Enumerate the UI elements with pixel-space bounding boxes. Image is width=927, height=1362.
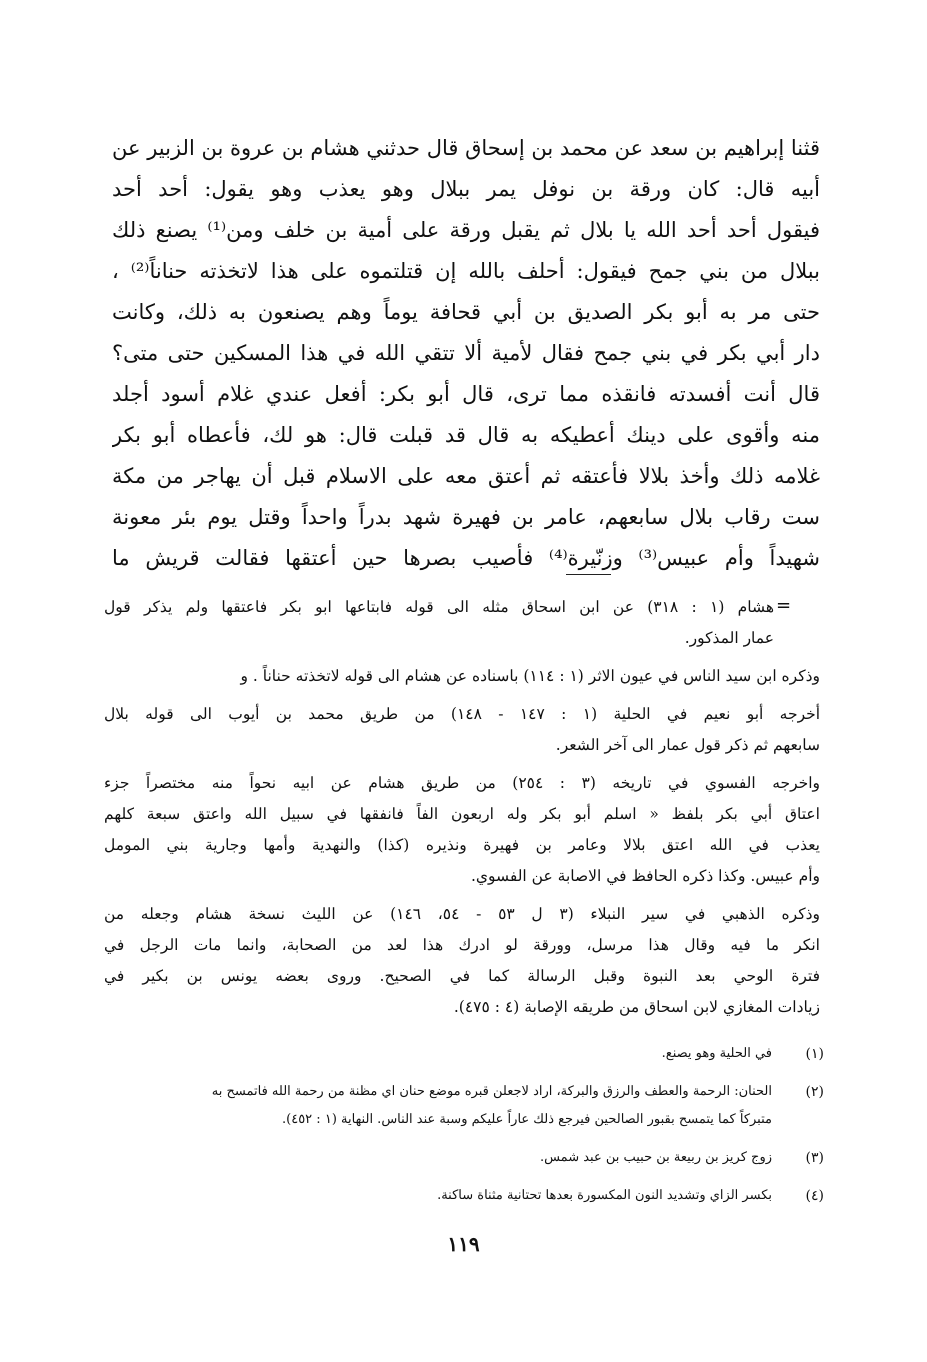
main-text-line: حتى مر به أبو بكر الصديق بن أبي قحافة يوماً وهم يصنعون به ذلك، وكانت [112, 300, 820, 324]
commentary-line: اعتاق أبي بكر بلفظ « اسلم أبو بكر وله اربعون الفاً فانفقها في سبيل الله واعتق سبعة كلهم [104, 805, 820, 823]
page-number: ١١٩ [447, 1232, 480, 1256]
footnote-number: (٤) [805, 1188, 824, 1204]
main-text-line: أبيه قال: كان ورقة بن نوفل يمر ببلال وهو يعذب وهو يقول: أحد أحد [112, 177, 820, 201]
footnote-line: متبركاً كما يتمسح بقبور الصالحين فيرجع ذلك عاراً عليكم وسبة عند الناس. النهاية (١ : ٤٥٢). [282, 1112, 772, 1127]
commentary-line: هشام (١ : ٣١٨) عن ابن اسحاق مثله الى قوله فابتاعها ابو بكر فاعتقها ولم يذكر قول [104, 598, 774, 616]
commentary-paragraph [104, 699, 820, 761]
footnote-number: (٢) [805, 1084, 824, 1100]
main-text-line: ببلال من بني جمح فيقول: أحلف بالله إن قتلتموه على هذا لاتخذته حناناً⁽²⁾ ، [112, 259, 820, 283]
footnote-divider [566, 574, 611, 575]
footnote-number: (١) [805, 1046, 824, 1062]
commentary-line: سابعهم ثم ذكر قول عمار الى آخر الشعر. [555, 736, 820, 754]
footnote-text [104, 1040, 772, 1068]
footnote-text [104, 1182, 772, 1210]
commentary-line: وذكره ابن سيد الناس في عيون الاثر (١ : ١١٤) باسناده عن هشام الى قوله لاتخذته حناناً . و [240, 667, 820, 685]
main-text-line: غلامه ذلك وأخذ بلالا فأعتقه ثم أعتق معه على الاسلام قبل أن يهاجر من مكة [112, 464, 820, 488]
footnote-number: (٣) [805, 1150, 824, 1166]
commentary-paragraph [104, 661, 820, 692]
commentary-section [104, 592, 820, 1030]
continuation-mark: = [776, 595, 792, 616]
footnote-line: في الحلية وهو يصنع. [661, 1046, 772, 1061]
footnote [104, 1040, 824, 1068]
commentary-line: واخرجه الفسوي في تاريخه (٣ : ٢٥٤) من طريق هشام عن ابيه نحواً منه مختصراً جزء [104, 774, 820, 792]
main-text-line: ست رقاب بلال سابعهم، عامر بن فهيرة شهد بدراً واحداً وقتل يوم بئر معونة [112, 505, 820, 529]
footnote-line: زوج كريز بن ربيعة بن حبيب بن عبد شمس. [539, 1150, 772, 1165]
footnote-line: الحنان: الرحمة والعطف والرزق والبركة، اراد لاجعلن قبره موضع حنان اي مظنة من رحمة الله فاتمسح به [211, 1084, 772, 1099]
commentary-line: زيادات المغازي لابن اسحاق من طريقه الإصابة (٤ : ٤٧٥). [453, 998, 820, 1016]
main-text-line: دار أبي بكر في بني جمح فقال لأمية ألا تتقي الله في هذا المسكين حتى متى؟ [112, 341, 820, 365]
commentary-paragraph [104, 592, 820, 654]
footnote-text [104, 1144, 772, 1172]
main-text-line: قال أنت أفسدته فانقذه مما ترى، قال أبو بكر: أفعل عندي غلام أسود أجلد [112, 382, 820, 406]
footnote [104, 1144, 824, 1172]
main-body-text [112, 128, 820, 579]
footnote-text [104, 1078, 772, 1134]
footnote-line: بكسر الزاي وتشديد النون المكسورة بعدها تحتانية مثناة ساكنة. [437, 1188, 772, 1203]
commentary-line: انكر ما فيه وقال هذا مرسل، وورقة لو ادرك هذا لعد من الصحابة، وانما مات الرجل في [104, 936, 820, 954]
commentary-line: وذكره الذهبي في سير النبلاء (٣ ل ٥٣ - ٥٤، ١٤٦) عن الليث نسخة هشام وجعله من [104, 905, 820, 923]
commentary-paragraph [104, 899, 820, 1023]
main-text-line: منه وأقوى على دينك أعطيكه به قال قد قبلت قال: هو لك، فأعطاه أبو بكر [112, 423, 820, 447]
commentary-line: أخرجه أبو نعيم في الحلية (١ : ١٤٧ - ١٤٨) من طريق محمد بن أيوب الى قوله بلال [104, 705, 820, 723]
commentary-line: فترة الوحي بعد النبوة وقبل الرسالة كما في الصحيح. وروى بعضه يونس بن بكير في [104, 967, 820, 985]
commentary-line: عمار المذكور. [684, 629, 774, 647]
footnote [104, 1182, 824, 1210]
main-text-line: قثنا إبراهيم بن سعد عن محمد بن إسحاق قال حدثني هشام بن عروة بن الزبير عن [112, 136, 820, 160]
commentary-line: وأم عبيس. وكذا ذكره الحافظ في الاصابة عن الفسوي. [470, 867, 820, 885]
footnote [104, 1078, 824, 1134]
commentary-paragraph [104, 768, 820, 892]
main-text-line: فيقول أحد أحد الله يا بلال ثم يقبل ورقة على أمية بن خلف ومن⁽¹⁾ يصنع ذلك [112, 218, 820, 242]
commentary-line: يعذب في الله اعتق بلالا وعامر بن فهيرة ونذيره (كذا) والنهدية وأمها وجارية بني المومل [104, 836, 820, 854]
main-text-line: شهيداً وأم عبيس⁽³⁾ وزنّيرة⁽⁴⁾ فأصيب بصرها حين أعتقها فقالت قريش ما [112, 546, 820, 570]
footnotes-section [104, 1040, 824, 1220]
